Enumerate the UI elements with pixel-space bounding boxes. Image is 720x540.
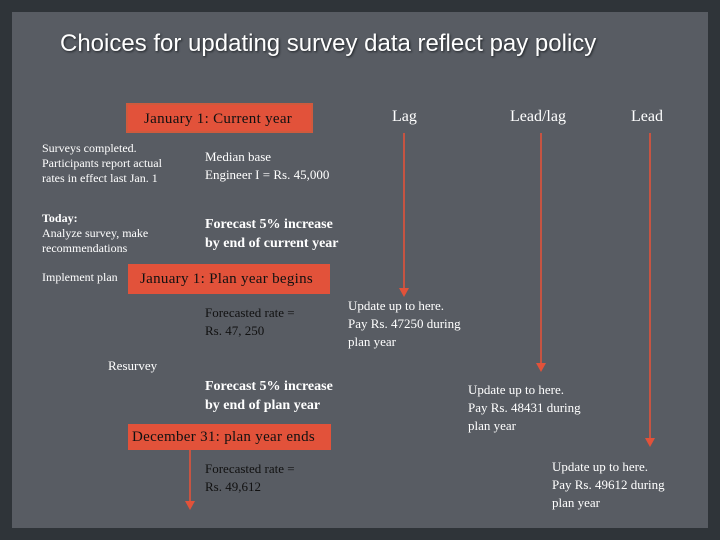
plan-year-ends-bar: December 31: plan year ends	[128, 424, 331, 450]
today-text: Analyze survey, make recommendations	[42, 226, 149, 255]
lead-update-line-2: Pay Rs. 49612 during	[552, 477, 665, 492]
current-year-bar: January 1: Current year	[126, 103, 313, 133]
forecast-current-line-2: by end of current year	[205, 236, 339, 251]
surveys-completed-text: Surveys completed. Participants report actual rates in effect last Jan. 1	[42, 141, 162, 185]
lead-update-line-1: Update up to here.	[552, 459, 649, 474]
implement-plan-text: Implement plan	[42, 270, 118, 284]
median-base-line-2: Engineer I = Rs. 45,000	[205, 167, 330, 182]
forecast-plan-line-1: Forecast 5% increase	[205, 379, 333, 394]
forecast-current-line-1: Forecast 5% increase	[205, 217, 333, 232]
median-base-line-1: Median base	[205, 149, 272, 164]
lag-update-line-3: plan year	[348, 334, 397, 349]
lead-update-line-3: plan year	[552, 495, 601, 510]
resurvey-text: Resurvey	[108, 358, 158, 373]
lag-update-line-1: Update up to here.	[348, 298, 445, 313]
forecasted-rate-1-line-1: Forecasted rate =	[205, 305, 295, 320]
timeline-arrow-head	[185, 501, 195, 510]
plan-year-begins-bar: January 1: Plan year begins	[128, 264, 330, 294]
forecasted-rate-2-line-2: Rs. 49,612	[205, 479, 261, 494]
column-header-lead-lag: Lead/lag	[510, 108, 566, 125]
column-header-lead: Lead	[631, 108, 663, 125]
today-label: Today:	[42, 211, 78, 225]
lead-lag-update-line-3: plan year	[468, 418, 517, 433]
forecasted-rate-2-line-1: Forecasted rate =	[205, 461, 295, 476]
slide-title: Choices for updating survey data reflect pay policy	[60, 30, 597, 57]
lead-lag-update-line-2: Pay Rs. 48431 during	[468, 400, 581, 415]
lag-arrow-head	[399, 288, 409, 297]
forecasted-rate-1-line-2: Rs. 47, 250	[205, 323, 265, 338]
lag-update-line-2: Pay Rs. 47250 during	[348, 316, 461, 331]
lead-arrow-head	[645, 438, 655, 447]
lead-lag-update-line-1: Update up to here.	[468, 382, 565, 397]
column-header-lag: Lag	[392, 108, 417, 125]
lead-lag-arrow-head	[536, 363, 546, 372]
forecast-plan-line-2: by end of plan year	[205, 398, 321, 413]
